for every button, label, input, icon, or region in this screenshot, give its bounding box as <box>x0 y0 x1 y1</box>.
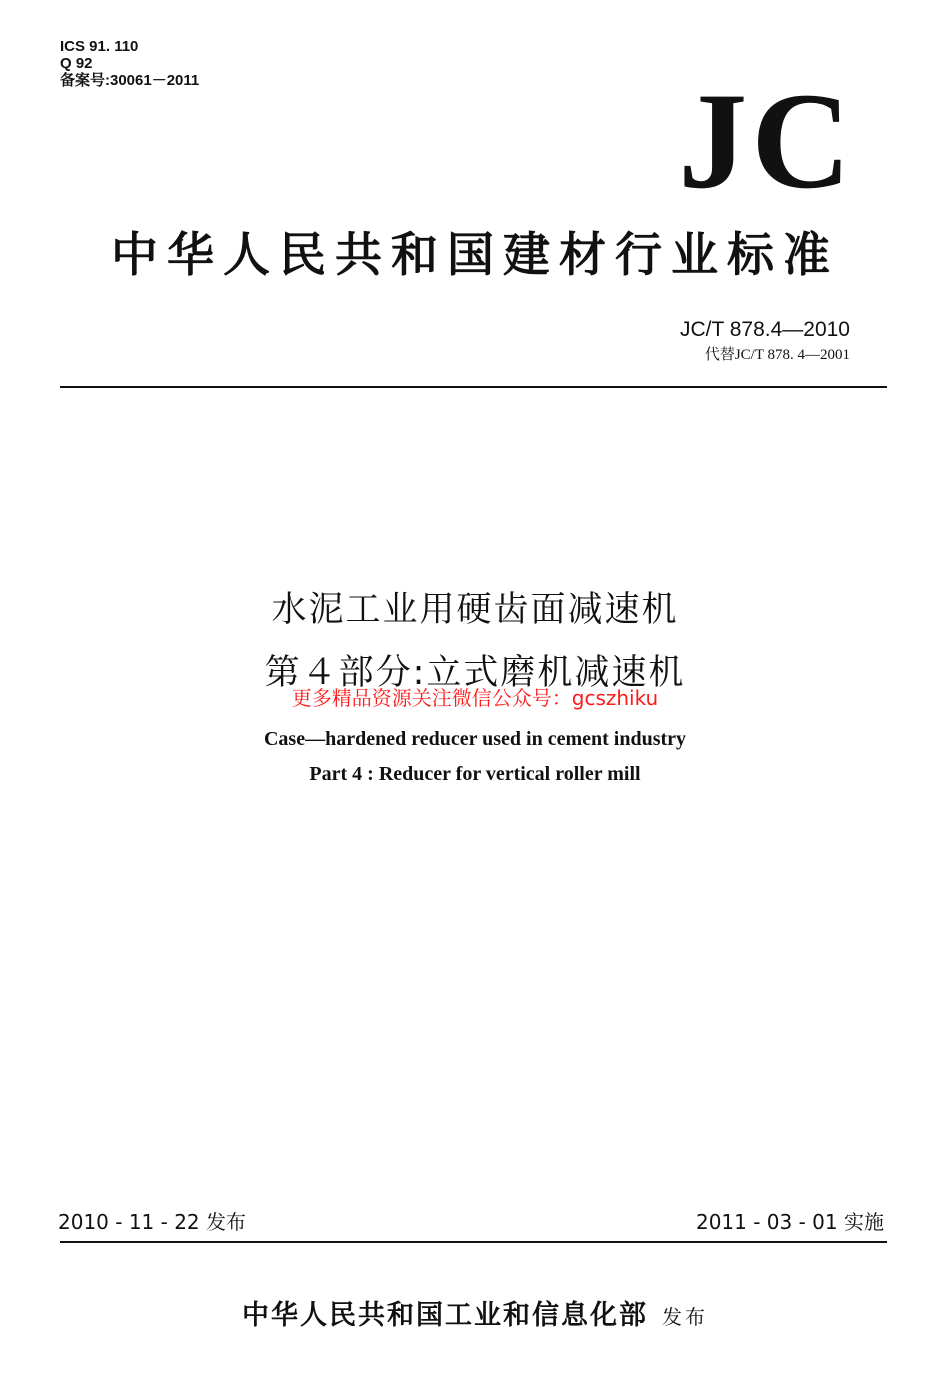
publisher-suffix: 发布 <box>662 1305 708 1329</box>
standard-metadata <box>60 38 199 89</box>
publisher-name: 中华人民共和国工业和信息化部 <box>242 1300 648 1331</box>
document-title-en-line1: Case—hardened reducer used in cement industry <box>263 728 687 750</box>
issue-date: 2010 - 11 - 22 发布 <box>58 1210 247 1234</box>
document-title-cn-line2: 第４部分:立式磨机减速机 <box>264 653 686 693</box>
ics-code: ICS 91. 110 <box>60 38 139 55</box>
jc-logo: JC <box>678 64 855 217</box>
document-title-cn-line1: 水泥工业用硬齿面减速机 <box>271 590 679 630</box>
top-divider <box>60 386 887 388</box>
standard-code: JC/T 878.4—2010 <box>679 318 850 341</box>
standard-category-title: 中华人民共和国建材行业标准 <box>111 228 839 283</box>
document-title-en-line2: Part 4 : Reducer for vertical roller mill <box>309 763 641 785</box>
filing-number: 备案号:30061－2011 <box>60 72 200 89</box>
bottom-divider <box>60 1241 887 1243</box>
watermark-text: 更多精品资源关注微信公众号：gcszhiku <box>291 686 659 710</box>
implementation-date: 2011 - 03 - 01 实施 <box>695 1210 884 1234</box>
publisher-line <box>0 1293 950 1332</box>
ccs-code: Q 92 <box>60 55 93 72</box>
replaces-code: 代替JC/T 878. 4—2001 <box>704 347 850 363</box>
